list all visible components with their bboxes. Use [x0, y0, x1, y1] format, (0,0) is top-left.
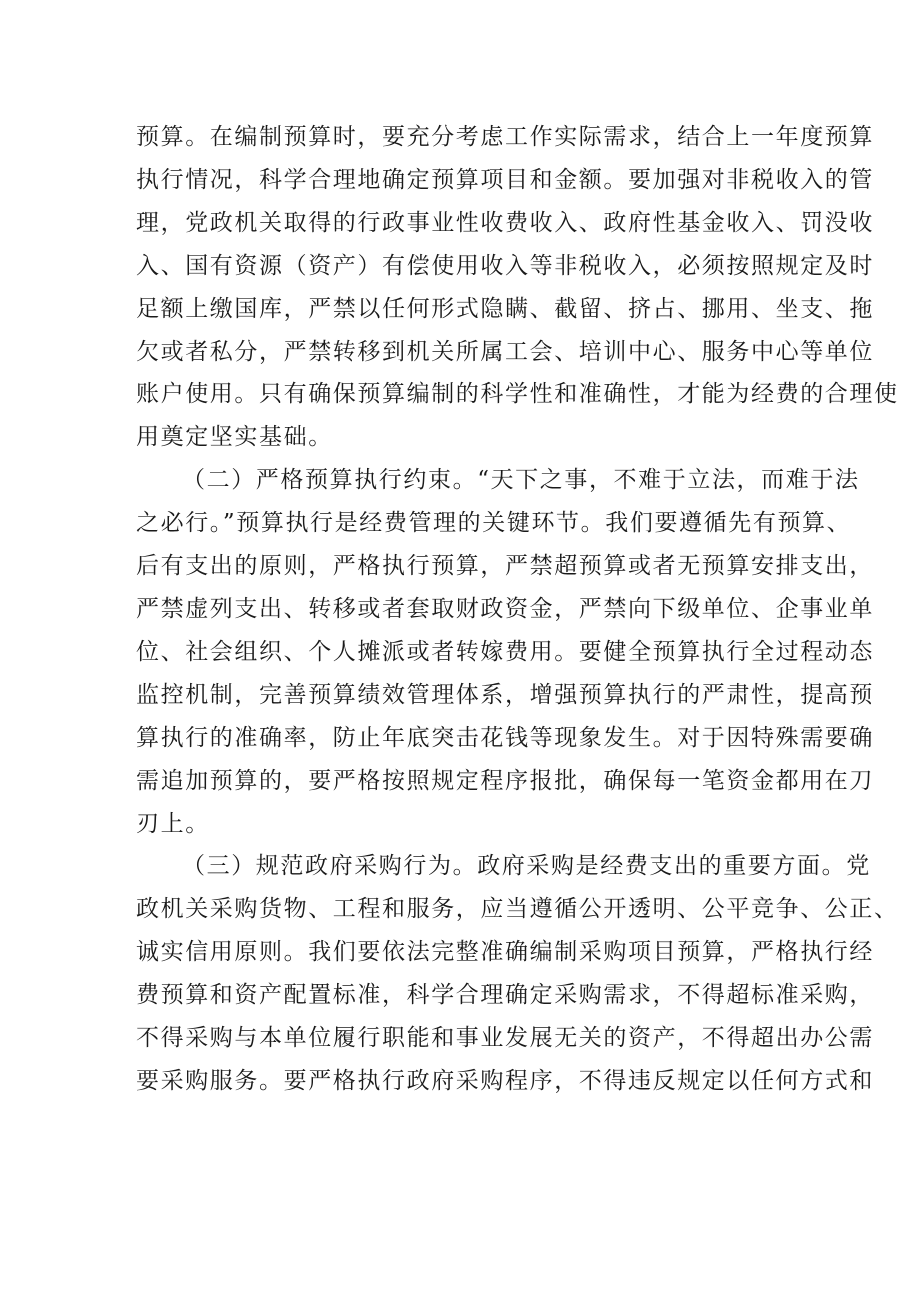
- paragraph-budget-compilation: [136, 116, 899, 459]
- paragraph-government-procurement: [136, 845, 899, 1102]
- text-line: 之必行。”预算执行是经费管理的关键环节。我们要遵循先有预算、: [136, 510, 852, 537]
- paragraph-budget-execution: [136, 459, 874, 845]
- text-line: 欠或者私分，严禁转移到机关所属工会、培训中心、服务中心等单位: [136, 338, 874, 365]
- text-line: 足额上缴国库，严禁以任何形式隐瞒、截留、挤占、挪用、坐支、拖: [136, 295, 874, 322]
- text-line: 监控机制，完善预算绩效管理体系，增强预算执行的严肃性，提高预: [136, 681, 874, 708]
- text-line: 理，党政机关取得的行政事业性收费收入、政府性基金收入、罚没收: [136, 209, 874, 236]
- text-line: 要采购服务。要严格执行政府采购程序，不得违反规定以任何方式和: [136, 1067, 874, 1094]
- paragraph-heading-line: （二）严格预算执行约束。“天下之事，不难于立法，而难于法: [182, 467, 860, 494]
- text-line: 政机关采购货物、工程和服务，应当遵循公开透明、公平竞争、公正、: [136, 896, 899, 923]
- text-line: 诚实信用原则。我们要依法完整准确编制采购项目预算，严格执行经: [136, 939, 874, 966]
- text-line: 费预算和资产配置标准，科学合理确定采购需求，不得超标准采购，: [136, 982, 874, 1009]
- text-line: 预算。在编制预算时，要充分考虑工作实际需求，结合上一年度预算: [136, 124, 874, 150]
- text-line: 执行情况，科学合理地确定预算项目和金额。要加强对非税收入的管: [136, 166, 874, 193]
- text-line: 刃上。: [136, 810, 210, 837]
- paragraph-heading-line: （三）规范政府采购行为。政府采购是经费支出的重要方面。党: [182, 853, 871, 880]
- text-line: 严禁虚列支出、转移或者套取财政资金，严禁向下级单位、企事业单: [136, 595, 874, 622]
- text-line: 需追加预算的，要严格按照规定程序报批，确保每一笔资金都用在刀: [136, 767, 874, 794]
- text-line: 后有支出的原则，严格执行预算，严禁超预算或者无预算安排支出，: [136, 553, 874, 580]
- text-line: 用奠定坚实基础。: [136, 424, 333, 451]
- text-line: 算执行的准确率，防止年底突击花钱等现象发生。对于因特殊需要确: [136, 724, 874, 751]
- text-line: 入、国有资源（资产）有偿使用收入等非税收入，必须按照规定及时: [136, 252, 874, 279]
- text-line: 账户使用。只有确保预算编制的科学性和准确性，才能为经费的合理使: [136, 381, 899, 408]
- text-line: 不得采购与本单位履行职能和事业发展无关的资产，不得超出办公需: [136, 1025, 874, 1052]
- text-line: 位、社会组织、个人摊派或者转嫁费用。要健全预算执行全过程动态: [136, 638, 874, 665]
- document-body: [136, 116, 899, 1103]
